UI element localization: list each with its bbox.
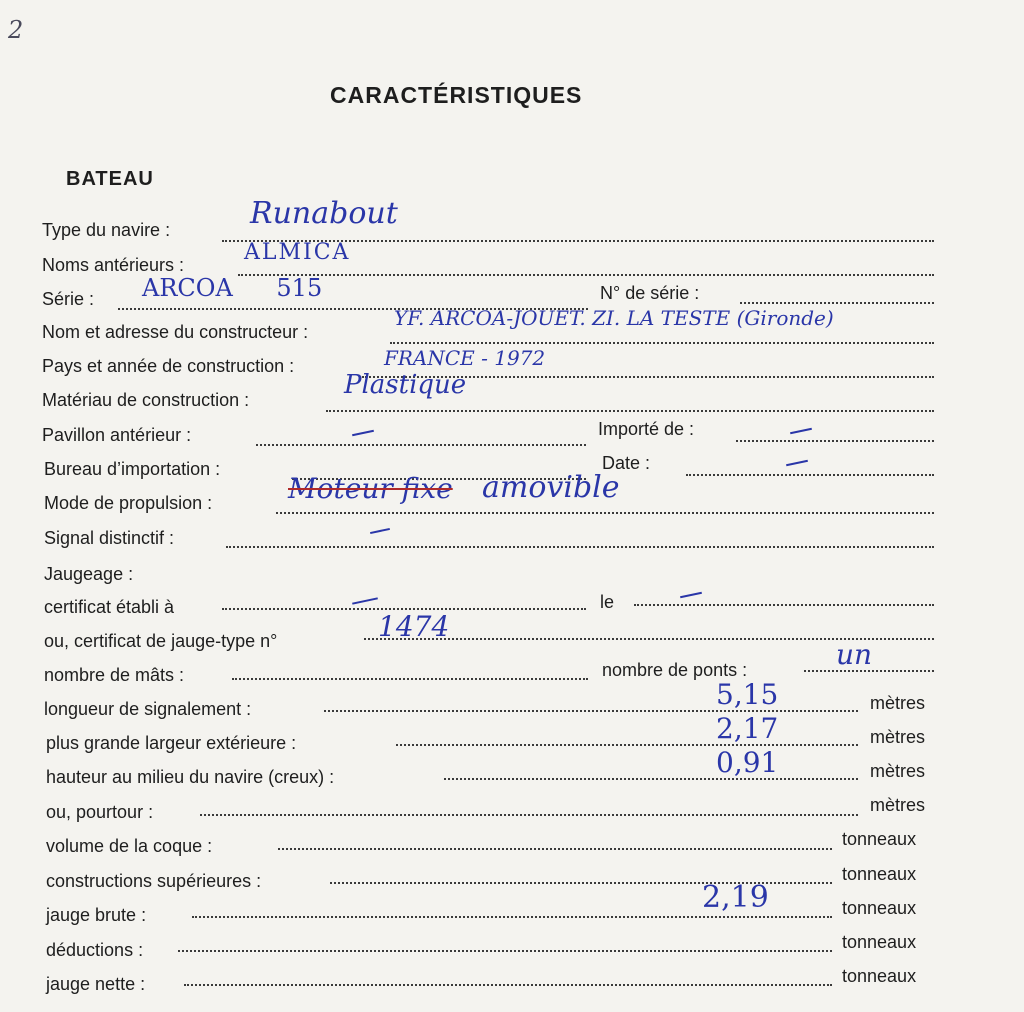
dash-mark [352,597,378,604]
label-hauteur: hauteur au milieu du navire (creux) : [46,767,335,787]
label-date: Date : [602,453,651,473]
label-pourtour: ou, pourtour : [46,802,154,822]
value-brute: 2,19 [702,880,769,915]
value-ponts: un [836,638,873,671]
label-pays-annee: Pays et année de construction : [42,356,295,376]
page-number: 2 [8,16,24,44]
dotted-line [634,604,934,606]
unit-tonneaux: tonneaux [842,864,917,884]
dotted-line [444,778,858,780]
label-bureau: Bureau d’importation : [44,459,221,479]
value-propulsion: amovible [482,470,620,505]
dotted-line [278,848,832,850]
unit-tonneaux: tonneaux [842,932,917,952]
label-jauge-type: ou, certificat de jauge-type n° [44,631,278,651]
dotted-line [256,444,586,446]
unit-tonneaux: tonneaux [842,829,917,849]
label-superieures: constructions supérieures : [46,871,262,891]
unit-metres: mètres [870,795,926,815]
label-longueur: longueur de signalement : [44,699,252,719]
dotted-line [276,512,934,514]
label-no-serie: N° de série : [600,283,700,303]
dotted-line [390,342,934,344]
dotted-line [326,410,934,412]
dotted-line [736,440,934,442]
label-importe: Importé de : [598,419,695,439]
label-constructeur: Nom et adresse du constructeur : [42,322,309,342]
dotted-line [238,274,934,276]
value-type-navire: Runabout [250,196,398,231]
label-pavillon: Pavillon antérieur : [42,425,192,445]
unit-metres: mètres [870,693,926,713]
value-longueur: 5,15 [716,678,779,711]
dotted-line [396,744,858,746]
dotted-line [226,546,934,548]
dash-mark [790,428,812,435]
label-propulsion: Mode de propulsion : [44,493,213,513]
value-constructeur: YF. ARCOA-JOUET. ZI. LA TESTE (Gironde) [394,306,834,330]
dotted-line [184,984,832,986]
value-materiau: Plastique [344,370,467,400]
value-hauteur: 0,91 [716,746,779,779]
label-signal: Signal distinctif : [44,528,175,548]
label-materiau: Matériau de construction : [42,390,250,410]
label-type-navire: Type du navire : [42,220,171,240]
dotted-line [740,302,934,304]
label-largeur: plus grande largeur extérieure : [46,733,297,753]
dotted-line [200,814,858,816]
unit-metres: mètres [870,727,926,747]
section-title: BATEAU [66,168,154,190]
label-mats: nombre de mâts : [44,665,185,685]
value-pays-annee: FRANCE - 1972 [384,346,546,370]
unit-tonneaux: tonneaux [842,898,917,918]
unit-tonneaux: tonneaux [842,966,917,986]
dotted-line [686,474,934,476]
label-volume: volume de la coque : [46,836,213,856]
dash-mark [370,528,390,534]
unit-metres: mètres [870,761,926,781]
dotted-line [232,678,588,680]
value-noms-anterieurs: ALMICA [244,240,351,265]
value-jauge-type: 1474 [378,610,450,643]
label-ponts: nombre de ponts : [602,660,748,680]
dotted-line [178,950,832,952]
value-serie: ARCOA 515 [142,274,323,302]
page-title: CARACTÉRISTIQUES [330,82,583,108]
dash-mark [680,592,702,599]
label-jaugeage: Jaugeage : [44,564,134,584]
dash-mark [352,430,374,437]
label-le: le [600,592,615,612]
value-propulsion-struck: Moteur fixe [288,472,453,505]
value-largeur: 2,17 [716,712,779,745]
dash-mark [786,460,808,467]
label-certificat: certificat établi à [44,597,175,617]
label-noms-anterieurs: Noms antérieurs : [42,255,185,275]
label-nette: jauge nette : [46,974,146,994]
label-serie: Série : [42,289,95,309]
dotted-line [192,916,832,918]
label-deductions: déductions : [46,940,144,960]
label-brute: jauge brute : [46,905,147,925]
